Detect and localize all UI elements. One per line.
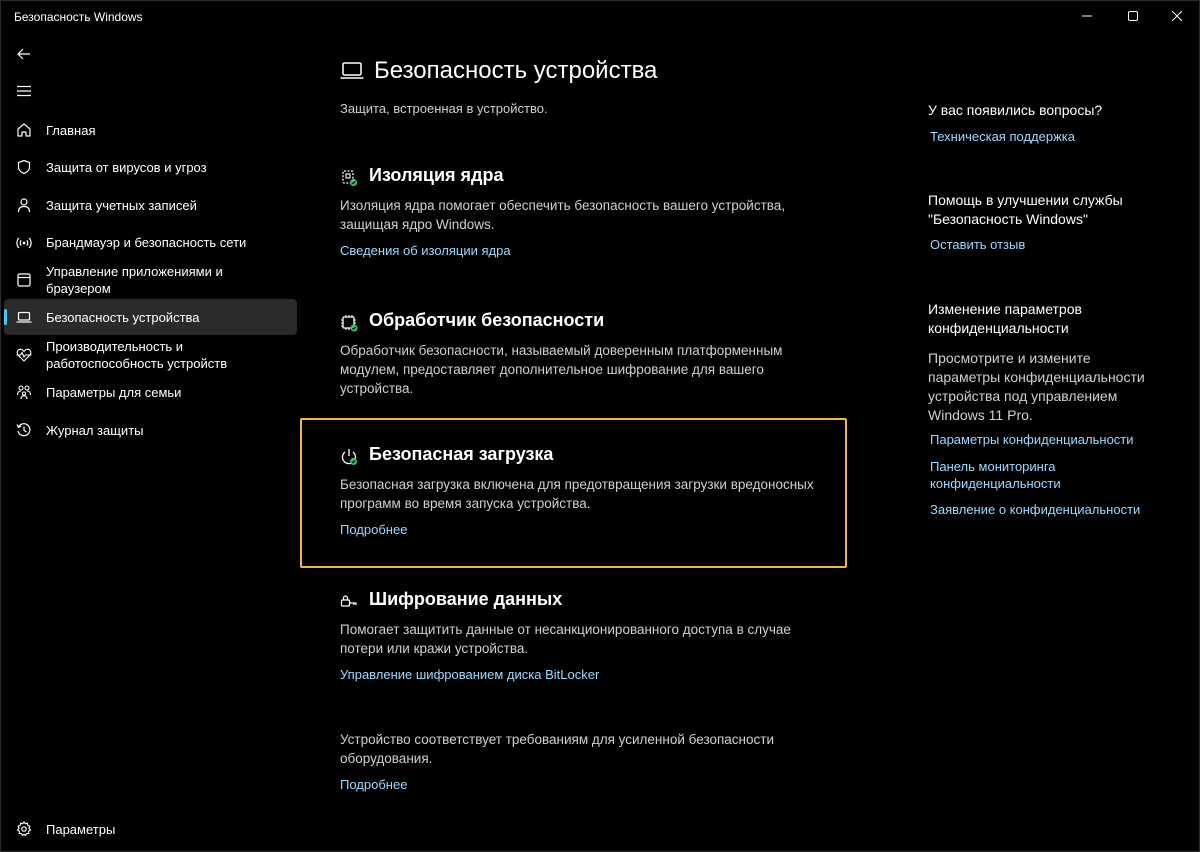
hamburger-icon [17, 85, 31, 97]
sidebar-item-label: Параметры [46, 821, 116, 837]
section-data-encryption [340, 589, 820, 684]
section-description: Помогает защитить данные от несанкционированного доступа в случае потери или кражи устройства. [340, 622, 791, 656]
sidebar-item-family-options[interactable] [4, 374, 297, 410]
hardware-security-description: Устройство соответствует требованиям для усиленной безопасности оборудования. [340, 732, 774, 766]
section-description: Безопасная загрузка включена для предотвращения загрузки вредоносных программ во время запуска устройства. [340, 477, 814, 511]
privacy-heading: Изменение параметров конфиденциальности [928, 301, 1082, 336]
person-icon [16, 197, 32, 213]
close-button[interactable] [1154, 0, 1200, 32]
key-lock-icon [340, 593, 358, 611]
sidebar-item-device-security[interactable] [4, 299, 297, 335]
menu-button[interactable] [8, 77, 40, 105]
sidebar-item-label: Производительность и работоспособность устройств [46, 339, 228, 371]
sidebar-item-settings[interactable] [4, 811, 297, 847]
tech-support-link[interactable]: Техническая поддержка [930, 129, 1075, 144]
sidebar-item-label: Брандмауэр и безопасность сети [46, 234, 247, 250]
laptop-icon [16, 309, 32, 325]
wifi-signal-icon [16, 234, 32, 250]
back-button[interactable] [8, 40, 40, 68]
sidebar-item-label: Управление приложениями и браузером [46, 264, 223, 296]
sidebar-item-label: Главная [46, 122, 96, 138]
heart-pulse-icon [16, 347, 32, 363]
sidebar-item-label: Безопасность устройства [46, 309, 200, 325]
give-feedback-link[interactable]: Оставить отзыв [930, 237, 1026, 252]
history-icon [16, 422, 32, 438]
minimize-button[interactable] [1064, 0, 1110, 32]
sidebar-item-label: Защита от вирусов и угроз [46, 159, 207, 175]
title-bar [0, 0, 1200, 32]
questions-heading: У вас появились вопросы? [928, 102, 1103, 118]
questions-block [928, 101, 1163, 145]
section-secure-boot [340, 444, 820, 539]
section-description: Обработчик безопасности, называемый доверенным платформенным модулем, предоставляет дополнительное шифрование для вашего устройства. [340, 343, 783, 396]
sidebar-item-home[interactable] [4, 112, 297, 148]
sidebar-item-virus-protection[interactable] [4, 149, 297, 185]
gear-icon [16, 821, 32, 837]
sidebar-item-protection-history[interactable] [4, 412, 297, 448]
chip-icon [340, 314, 358, 332]
power-check-icon [340, 448, 358, 466]
privacy-statement-link[interactable]: Заявление о конфиденциальности [930, 502, 1141, 517]
sidebar-item-label: Параметры для семьи [46, 384, 182, 400]
privacy-settings-link[interactable]: Параметры конфиденциальности [930, 432, 1134, 447]
family-icon [16, 384, 32, 400]
close-icon [1172, 11, 1182, 21]
feedback-block [928, 191, 1163, 253]
sidebar-item-account-protection[interactable] [4, 187, 297, 223]
section-description: Изоляция ядра помогает обеспечить безопасность вашего устройства, защищая ядро Windows. [340, 198, 786, 232]
laptop-icon [340, 61, 364, 86]
minimize-icon [1082, 11, 1092, 21]
shield-icon [16, 159, 32, 175]
bitlocker-management-link[interactable]: Управление шифрованием диска BitLocker [340, 667, 600, 682]
page-subtitle: Защита, встроенная в устройство. [340, 101, 548, 116]
page-title: Безопасность устройства [374, 57, 658, 84]
secure-boot-learn-more-link[interactable]: Подробнее [340, 522, 408, 537]
sidebar-item-app-browser-control[interactable] [4, 262, 297, 298]
section-core-isolation [340, 165, 820, 260]
section-title: Шифрование данных [369, 589, 563, 609]
section-security-processor [340, 310, 820, 398]
sidebar-item-label: Защита учетных записей [46, 197, 197, 213]
section-title: Изоляция ядра [369, 165, 504, 185]
sidebar-item-label: Журнал защиты [46, 422, 144, 438]
privacy-dashboard-link[interactable]: Панель мониторинга конфиденциальности [930, 459, 1061, 491]
arrow-left-icon [17, 48, 31, 60]
section-title: Безопасная загрузка [369, 444, 554, 464]
maximize-icon [1128, 11, 1138, 21]
sidebar-item-firewall[interactable] [4, 224, 297, 260]
home-icon [16, 122, 32, 138]
feedback-heading: Помощь в улучшении службы "Безопасность Windows" [928, 192, 1123, 227]
sidebar-item-device-performance[interactable] [4, 337, 297, 373]
hardware-security-learn-more-link[interactable]: Подробнее [340, 777, 408, 792]
section-hardware-security [340, 730, 820, 794]
core-isolation-details-link[interactable]: Сведения об изоляции ядра [340, 243, 511, 258]
privacy-block [928, 300, 1148, 518]
core-isolation-icon [340, 169, 358, 187]
privacy-text: Просмотрите и измените параметры конфиденциальности устройства под управлением Windows 11 Pro. [928, 350, 1145, 423]
section-title: Обработчик безопасности [369, 310, 605, 330]
app-window-icon [16, 272, 32, 288]
window-title: Безопасность Windows [14, 10, 143, 24]
maximize-button[interactable] [1110, 0, 1156, 32]
